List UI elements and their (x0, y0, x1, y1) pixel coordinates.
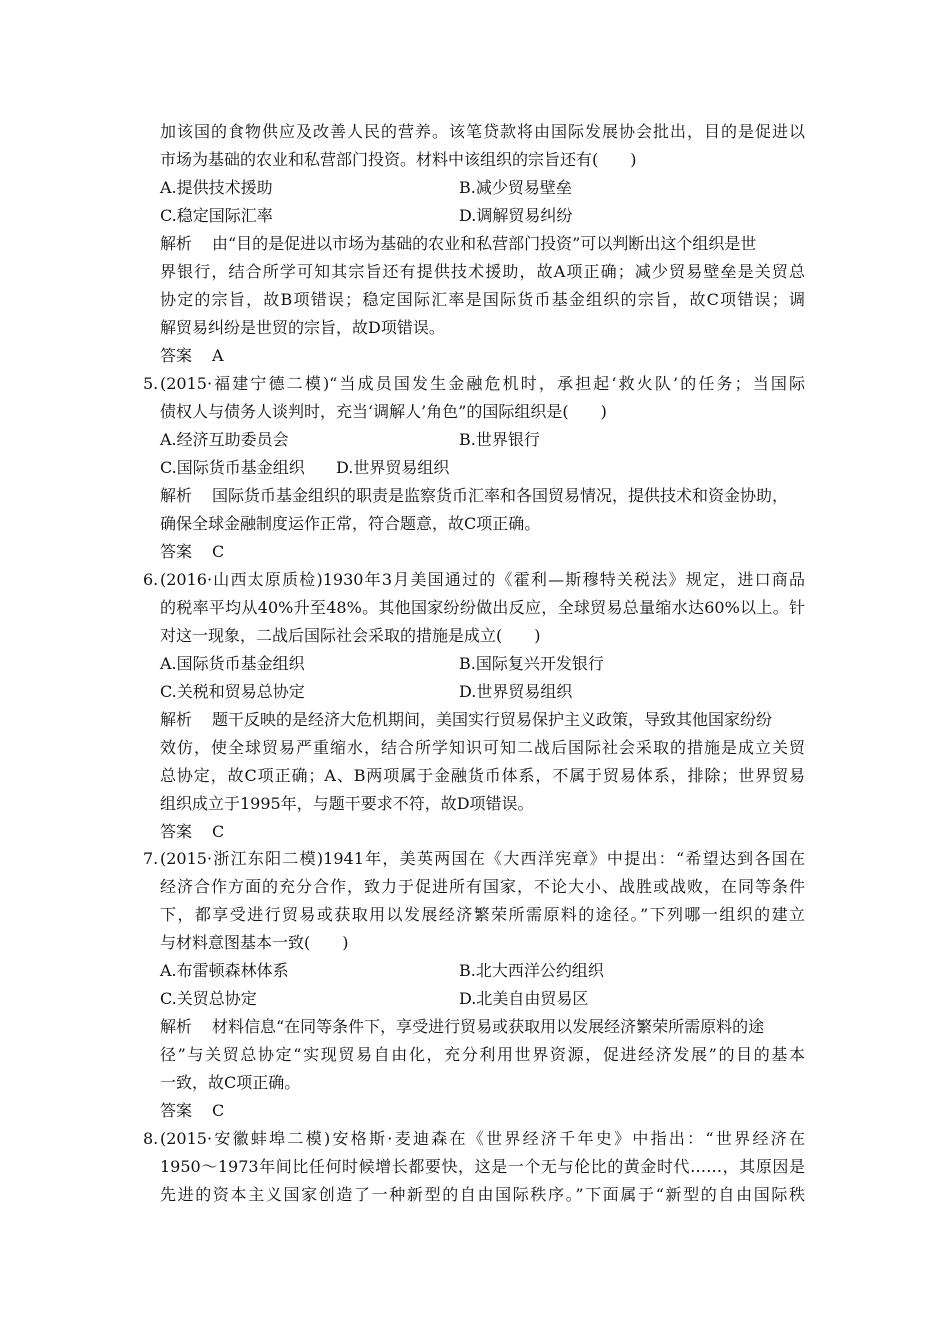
q4-option-b: B.减少贸易壁垒 (459, 178, 572, 197)
q5-option-c: C.国际货币基金组织 (160, 458, 305, 477)
q4-analysis-line-3: 协定的宗旨，故B项错误；稳定国际汇率是国际货币基金组织的宗旨，故C项错误；调 (160, 290, 805, 309)
q6-option-d: D.世界贸易组织 (459, 682, 573, 701)
q5-option-a: A.经济互助委员会 (160, 430, 289, 449)
q7-option-b: B.北大西洋公约组织 (459, 961, 604, 980)
q5-answer-value: C (212, 542, 225, 561)
q7-stem-line-2: 经济合作方面的充分合作，致力于促进所有国家，不论大小、战胜或战败，在同等条件 (160, 877, 805, 896)
q5-option-b: B.世界银行 (459, 430, 540, 449)
q4-answer-label: 答案 (160, 346, 193, 365)
q6-analysis-line-2: 效仿，使全球贸易严重缩水，结合所学知识可知二战后国际社会采取的措施是成立关贸 (160, 738, 805, 757)
q5-number: 5. (143, 374, 159, 393)
q6-stem-line-3: 对这一现象，二战后国际社会采取的措施是成立( ) (160, 626, 541, 645)
q6-number: 6. (143, 570, 159, 589)
q7-option-c: C.关贸总协定 (160, 989, 257, 1008)
q4-option-a: A.提供技术援助 (160, 178, 273, 197)
q7-analysis-line-3: 一致，故C项正确。 (160, 1073, 301, 1092)
q6-answer-value: C (212, 822, 225, 841)
q6-analysis-label: 解析 (160, 710, 193, 729)
q7-answer-label: 答案 (160, 1101, 193, 1120)
q5-analysis-text-1: 国际货币基金组织的职责是监察货币汇率和各国贸易情况，提供技术和资金协助， (212, 486, 789, 505)
q5-option-d: D.世界贸易组织 (336, 458, 450, 477)
q4-analysis-text-1: 由“目的是促进以市场为基础的农业和私营部门投资”可以判断出这个组织是世 (212, 234, 757, 253)
q5-analysis-label: 解析 (160, 486, 193, 505)
q6-analysis-line-4: 组织成立于1995年，与题干要求不符，故D项错误。 (160, 794, 534, 813)
q7-option-d: D.北美自由贸易区 (459, 989, 589, 1008)
q5-stem-line-1: (2015·福建宁德二模)“当成员国发生金融危机时，承担起‘救火队’的任务；当国际 (160, 374, 805, 393)
q5-stem-line-2: 债权人与债务人谈判时，充当‘调解人’角色”的国际组织是( ) (160, 402, 607, 421)
q4-stem-line-1: 加该国的食物供应及改善人民的营养。该笔贷款将由国际发展协会批出，目的是促进以 (160, 122, 805, 141)
q4-analysis-line-2: 界银行，结合所学可知其宗旨还有提供技术援助，故A项正确；减少贸易壁垒是关贸总 (160, 262, 805, 281)
q4-analysis-line-1 (160, 230, 805, 258)
q5-answer-line (160, 538, 224, 566)
q6-stem-line-2: 的税率平均从40%升至48%。其他国家纷纷做出反应，全球贸易总量缩水达60%以上。针 (160, 598, 805, 617)
q7-number: 7. (143, 849, 159, 868)
q6-stem-line-1: (2016·山西太原质检)1930年3月美国通过的《霍利—斯穆特关税法》规定，进口商品 (160, 570, 805, 589)
q6-option-a: A.国际货币基金组织 (160, 654, 305, 673)
q8-stem-line-3: 先进的资本主义国家创造了一种新型的自由国际秩序。”下面属于“新型的自由国际秩 (160, 1185, 805, 1204)
q7-analysis-label: 解析 (160, 1017, 193, 1036)
q6-analysis-text-1: 题干反映的是经济大危机期间，美国实行贸易保护主义政策，导致其他国家纷纷 (212, 710, 773, 729)
q4-answer-value: A (212, 346, 224, 365)
q7-option-a: A.布雷顿森林体系 (160, 961, 289, 980)
q7-stem-line-1: (2015·浙江东阳二模)1941年，美英两国在《大西洋宪章》中提出：“希望达到各国在 (160, 849, 805, 868)
q7-stem-line-4: 与材料意图基本一致( ) (160, 933, 349, 952)
q6-option-c: C.关税和贸易总协定 (160, 682, 305, 701)
q7-analysis-line-1 (160, 1013, 805, 1041)
q4-analysis-label: 解析 (160, 234, 193, 253)
q7-stem-line-3: 下，都享受进行贸易或获取用以发展经济繁荣所需原料的途径。”下列哪一组织的建立 (160, 905, 805, 924)
q6-option-b: B.国际复兴开发银行 (459, 654, 604, 673)
q6-analysis-line-3: 总协定，故C项正确；A、B两项属于金融货币体系，不属于贸易体系，排除；世界贸易 (160, 766, 805, 785)
q4-option-d: D.调解贸易纠纷 (459, 206, 573, 225)
q7-answer-line (160, 1097, 224, 1125)
q8-number: 8. (143, 1129, 159, 1148)
q4-answer-line (160, 342, 224, 370)
q4-option-c: C.稳定国际汇率 (160, 206, 273, 225)
q8-stem-line-1: (2015·安徽蚌埠二模)安格斯·麦迪森在《世界经济千年史》中指出：“世界经济在 (160, 1129, 805, 1148)
q4-analysis-line-4: 解贸易纠纷是世贸的宗旨，故D项错误。 (160, 318, 445, 337)
q5-analysis-line-2: 确保全球金融制度运作正常，符合题意，故C项正确。 (160, 514, 541, 533)
q7-analysis-line-2: 径”与关贸总协定“实现贸易自由化，充分利用世界资源，促进经济发展”的目的基本 (160, 1045, 805, 1064)
q5-analysis-line-1 (160, 482, 805, 510)
q4-stem-line-2: 市场为基础的农业和私营部门投资。材料中该组织的宗旨还有( ) (160, 150, 637, 169)
q6-answer-label: 答案 (160, 822, 193, 841)
q6-answer-line (160, 818, 224, 846)
q7-answer-value: C (212, 1101, 225, 1120)
q7-analysis-text-1: 材料信息“在同等条件下，享受进行贸易或获取用以发展经济繁荣所需原料的途 (212, 1017, 765, 1036)
q8-stem-line-2: 1950～1973年间比任何时候增长都要快，这是一个无与伦比的黄金时代……，其原因是 (160, 1157, 805, 1176)
q6-analysis-line-1 (160, 706, 805, 734)
q5-answer-label: 答案 (160, 542, 193, 561)
